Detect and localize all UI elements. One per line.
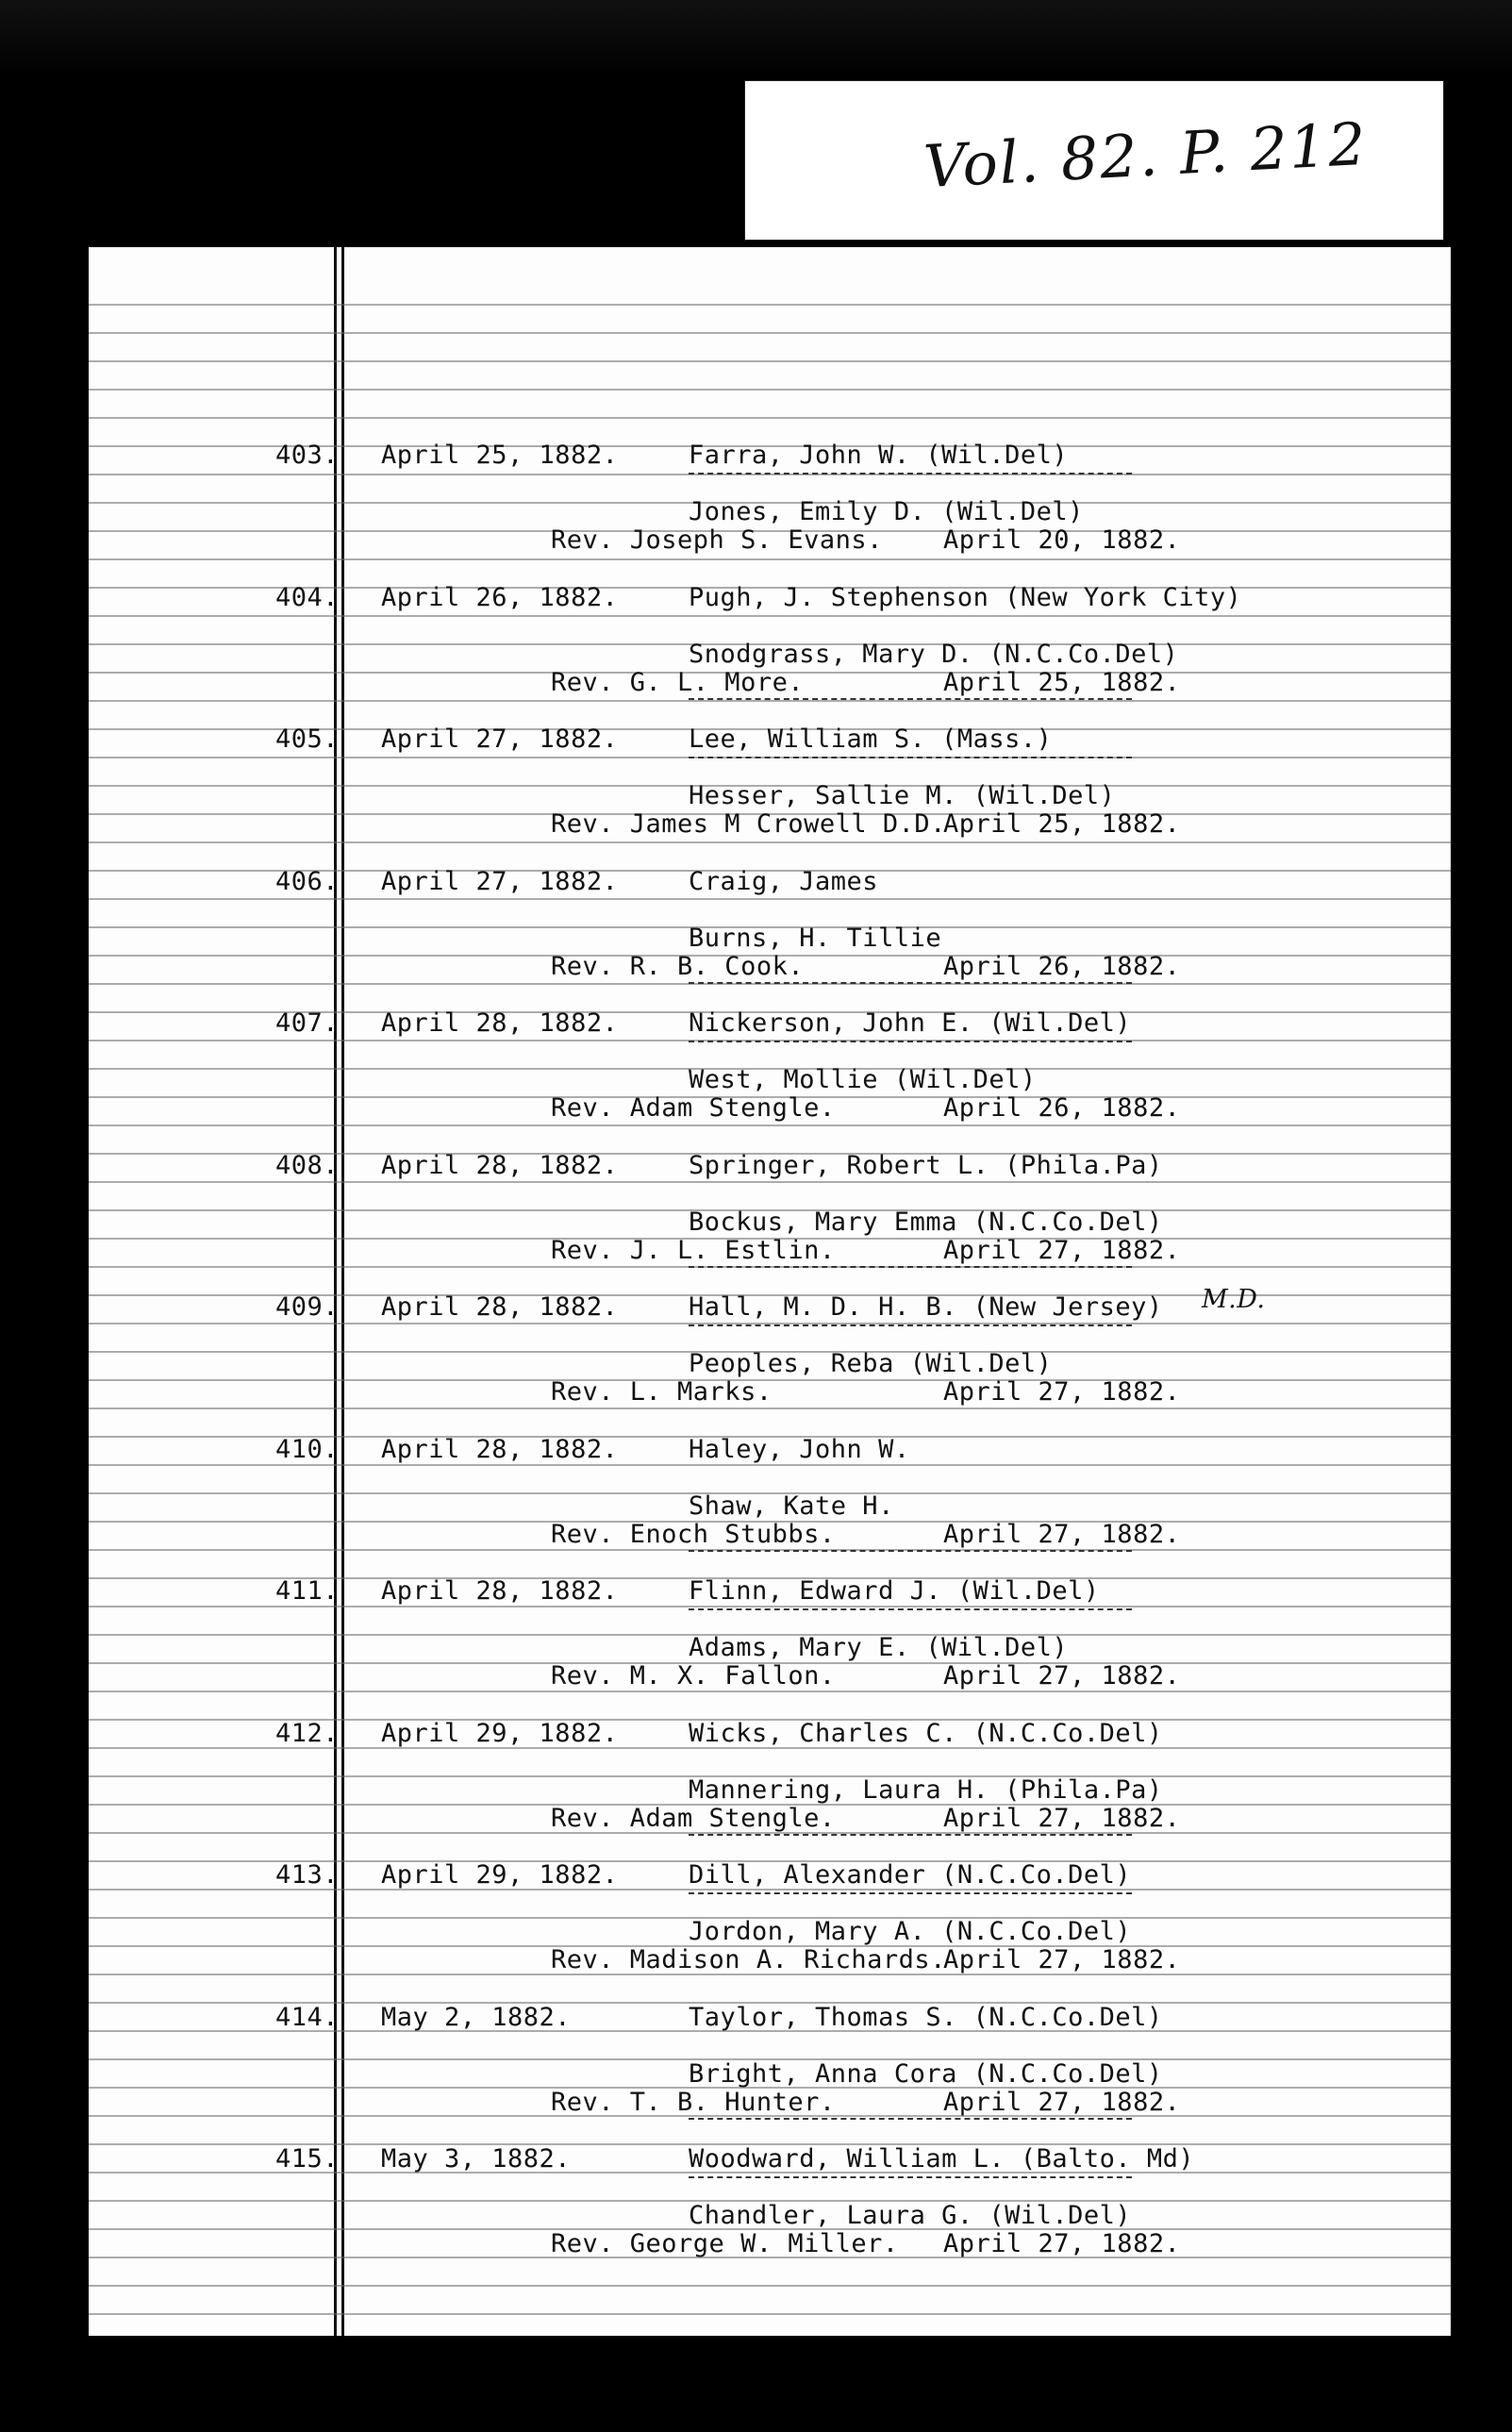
ceremony-date: April 26, 1882. [943, 951, 1181, 981]
dashed-separator [689, 1324, 1132, 1326]
register-entry [89, 583, 1451, 725]
ceremony-date: April 27, 1882. [943, 2229, 1181, 2258]
groom-name: Taylor, Thomas S. (N.C.Co.Del) [689, 2002, 1163, 2032]
entry-number: 412. [275, 1718, 340, 1748]
groom-name: Springer, Robert L. (Phila.Pa) [689, 1150, 1163, 1180]
entry-number: 404. [275, 582, 340, 612]
register-entry [89, 867, 1451, 1008]
dashed-separator [689, 757, 1132, 758]
dashed-separator [689, 698, 1132, 700]
officiant-name: Rev. Enoch Stubbs. [551, 1519, 836, 1549]
register-entry [89, 1576, 1451, 1718]
ceremony-date: April 27, 1882. [943, 1661, 1181, 1691]
license-date: April 28, 1882. [381, 1008, 619, 1038]
register-page [89, 247, 1451, 2336]
register-entry [89, 2144, 1451, 2286]
bride-name: Shaw, Kate H. [689, 1491, 894, 1521]
officiant-name: Rev. J. L. Estlin. [551, 1235, 836, 1265]
groom-name: Craig, James [689, 866, 879, 896]
groom-name: Flinn, Edward J. (Wil.Del) [689, 1576, 1100, 1606]
officiant-name: Rev. Madison A. Richards. [551, 1945, 946, 1974]
entry-number: 413. [275, 1860, 340, 1890]
officiant-name: Rev. T. B. Hunter. [551, 2087, 836, 2117]
dashed-separator [689, 1550, 1132, 1552]
dashed-separator [689, 1608, 1132, 1610]
license-date: April 27, 1882. [381, 725, 619, 754]
license-date: May 3, 1882. [381, 2144, 572, 2174]
officiant-name: Rev. L. Marks. [551, 1377, 773, 1407]
license-date: April 28, 1882. [381, 1150, 619, 1180]
officiant-name: Rev. Adam Stengle. [551, 1803, 836, 1833]
bride-name: Mannering, Laura H. (Phila.Pa) [689, 1774, 1163, 1805]
bride-name: Adams, Mary E. (Wil.Del) [689, 1633, 1069, 1662]
groom-name: Wicks, Charles C. (N.C.Co.Del) [689, 1718, 1163, 1748]
ruled-line [89, 2313, 1451, 2315]
ruled-line [89, 360, 1451, 362]
bride-name: Bockus, Mary Emma (N.C.Co.Del) [689, 1207, 1163, 1237]
ceremony-date: April 27, 1882. [943, 1803, 1181, 1833]
entry-number: 409. [275, 1292, 340, 1322]
license-date: May 2, 1882. [381, 2002, 572, 2032]
film-border [0, 0, 1512, 75]
officiant-name: Rev. M. X. Fallon. [551, 1661, 836, 1691]
dashed-separator [689, 1041, 1132, 1042]
groom-name: Pugh, J. Stephenson (New York City) [689, 582, 1242, 612]
officiant-name: Rev. Adam Stengle. [551, 1093, 836, 1123]
entry-number: 405. [275, 725, 340, 754]
ceremony-date: April 26, 1882. [943, 1093, 1181, 1123]
ruled-line [89, 332, 1451, 334]
dashed-separator [689, 982, 1132, 984]
entry-number: 408. [275, 1150, 340, 1180]
dashed-separator [689, 1834, 1132, 1836]
entry-number: 411. [275, 1576, 340, 1606]
register-entry [89, 1151, 1451, 1292]
register-entry [89, 1435, 1451, 1576]
license-date: April 28, 1882. [381, 1292, 619, 1322]
officiant-name: Rev. Joseph S. Evans. [551, 525, 883, 555]
ruled-line [89, 417, 1451, 419]
license-date: April 26, 1882. [381, 582, 619, 612]
register-entry [89, 2003, 1451, 2144]
license-date: April 29, 1882. [381, 1860, 619, 1890]
entry-number: 406. [275, 866, 340, 896]
entry-number: 410. [275, 1434, 340, 1464]
volume-note: Vol. 82. P. 212 [922, 108, 1370, 202]
groom-name: Farra, John W. (Wil.Del) [689, 441, 1069, 470]
ceremony-date: April 25, 1882. [943, 809, 1181, 839]
dashed-separator [689, 2118, 1132, 2120]
dashed-separator [689, 473, 1132, 475]
groom-name: Hall, M. D. H. B. (New Jersey) [689, 1292, 1163, 1322]
ceremony-date: April 27, 1882. [943, 1235, 1181, 1265]
groom-name: Woodward, William L. (Balto. Md) [689, 2144, 1195, 2174]
ceremony-date: April 27, 1882. [943, 1945, 1181, 1974]
entry-number: 403. [275, 441, 340, 470]
bride-name: West, Mollie (Wil.Del) [689, 1065, 1037, 1094]
dashed-separator [689, 1266, 1132, 1268]
register-entry [89, 441, 1451, 582]
ceremony-date: April 27, 1882. [943, 1377, 1181, 1407]
bride-name: Hesser, Sallie M. (Wil.Del) [689, 781, 1116, 810]
groom-name: Haley, John W. [689, 1434, 910, 1464]
volume-tab [745, 81, 1443, 240]
license-date: April 28, 1882. [381, 1576, 619, 1606]
officiant-name: Rev. James M Crowell D.D. [551, 809, 946, 839]
ceremony-date: April 27, 1882. [943, 1519, 1181, 1549]
bride-name: Peoples, Reba (Wil.Del) [689, 1349, 1053, 1378]
register-entry [89, 1860, 1451, 2002]
officiant-name: Rev. G. L. More. [551, 667, 805, 697]
groom-name: Nickerson, John E. (Wil.Del) [689, 1008, 1132, 1038]
license-date: April 25, 1882. [381, 441, 619, 470]
license-date: April 27, 1882. [381, 866, 619, 896]
ruled-line [89, 304, 1451, 306]
bride-name: Burns, H. Tillie [689, 923, 942, 953]
dashed-separator [689, 1892, 1132, 1894]
ceremony-date: April 20, 1882. [943, 525, 1181, 555]
handwritten-annotation: M.D. [1202, 1285, 1266, 1314]
ceremony-date: April 27, 1882. [943, 2087, 1181, 2117]
register-entry [89, 1719, 1451, 1860]
bride-name: Jones, Emily D. (Wil.Del) [689, 497, 1084, 526]
entry-number: 414. [275, 2002, 340, 2032]
bride-name: Jordon, Mary A. (N.C.Co.Del) [689, 1917, 1132, 1946]
officiant-name: Rev. George W. Miller. [551, 2229, 899, 2258]
register-entry [89, 1008, 1451, 1150]
register-entry [89, 1285, 1451, 1434]
bride-name: Snodgrass, Mary D. (N.C.Co.Del) [689, 639, 1179, 669]
entry-number: 407. [275, 1008, 340, 1038]
ceremony-date: April 25, 1882. [943, 667, 1181, 697]
groom-name: Dill, Alexander (N.C.Co.Del) [689, 1860, 1132, 1890]
bride-name: Chandler, Laura G. (Wil.Del) [689, 2201, 1132, 2230]
officiant-name: Rev. R. B. Cook. [551, 951, 805, 981]
license-date: April 29, 1882. [381, 1718, 619, 1748]
bride-name: Bright, Anna Cora (N.C.Co.Del) [689, 2058, 1163, 2089]
groom-name: Lee, William S. (Mass.) [689, 725, 1053, 754]
license-date: April 28, 1882. [381, 1434, 619, 1464]
ruled-line [89, 389, 1451, 391]
dashed-separator [689, 2176, 1132, 2178]
entry-number: 415. [275, 2144, 340, 2174]
register-entry [89, 725, 1451, 866]
